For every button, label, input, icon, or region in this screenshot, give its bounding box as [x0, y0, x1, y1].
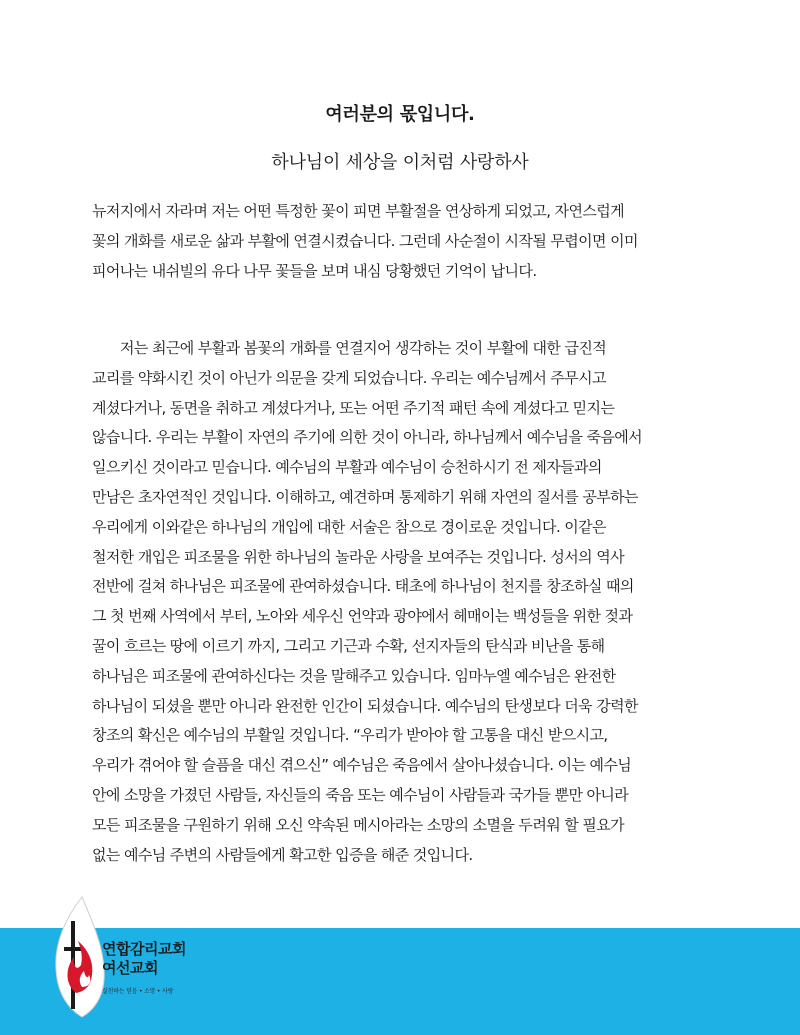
paragraph-2: [92, 334, 717, 870]
logo-text: [102, 940, 186, 995]
text-line: 창조의 확신은 예수님의 부활일 것입니다. “우리가 받아야 할 고통을 대신 받으시고,: [92, 726, 608, 745]
page-title: 여러분의 몫입니다.: [325, 104, 475, 125]
text-line: 안에 소망을 가졌던 사람들, 자신들의 죽음 또는 예수님이 사람들과 국가들 뿐만 아니라: [92, 785, 629, 804]
church-name-line2: 여선교회: [102, 959, 158, 977]
text-line: 없는 예수님 주변의 사람들에게 확고한 입증을 해준 것입니다.: [92, 845, 473, 864]
text-line: 뉴저지에서 자라며 저는 어떤 특정한 꽃이 피면 부활절을 연상하게 되었고, 자연스럽게: [92, 202, 625, 220]
church-name-line1: 연합감리교회: [102, 940, 186, 958]
text-line: 그 첫 번째 사역에서 부터, 노아와 세우신 언약과 광야에서 헤매이는 백성들을 위한 젖과: [92, 607, 633, 626]
text-line: 철저한 개입은 피조물을 위한 하나님의 놀라운 사랑을 보여주는 것입니다. 성서의 역사: [92, 547, 625, 566]
paragraph-1: [92, 197, 717, 286]
text-line: 우리가 겪어야 할 슬픔을 대신 겪으신” 예수님은 죽음에서 살아나셨습니다. 이는 예수님: [92, 756, 632, 775]
cross-and-flame-icon: [52, 895, 108, 1019]
text-line: 않습니다. 우리는 부활이 자연의 주기에 의한 것이 아니라, 하나님께서 예수님을 죽음에서: [92, 428, 643, 447]
text-line: 꽃의 개화를 새로운 삶과 부활에 연결시켰습니다. 그런데 사순절이 시작될 무렵이면 이미: [92, 231, 638, 250]
page-subtitle: 하나님이 세상을 이처럼 사랑하사: [271, 152, 529, 173]
text-line: 하나님이 되셨을 뿐만 아니라 완전한 인간이 되셨습니다. 예수님의 탄생보다 더욱 강력한: [92, 696, 638, 715]
text-line: 저는 최근에 부활과 봄꽃의 개화를 연결지어 생각하는 것이 부활에 대한 급진적: [120, 339, 607, 357]
text-line: 하나님은 피조물에 관여하신다는 것을 말해주고 있습니다. 임마누엘 예수님은 완전한: [92, 666, 616, 685]
text-line: 피어나는 내쉬빌의 유다 나무 꽃들을 보며 내심 당황했던 기억이 납니다.: [92, 261, 537, 280]
text-line: 만남은 초자연적인 것입니다. 이해하고, 예견하며 통제하기 위해 자연의 질서를 공부하는: [92, 487, 638, 506]
text-line: 모든 피조물을 구원하기 위해 오신 약속된 메시아라는 소망의 소멸을 두려워 할 필요가: [92, 815, 625, 834]
text-line: 꿀이 흐르는 땅에 이르기 까지, 그리고 기근과 수확, 선지자들의 탄식과 비난을 통해: [92, 636, 605, 655]
logo-tagline: 실천하는 믿음 • 소망 • 사랑: [102, 988, 174, 995]
text-line: 교리를 약화시킨 것이 아닌가 의문을 갖게 되었습니다. 우리는 예수님께서 주무시고: [92, 368, 606, 387]
text-line: 계셨다거나, 동면을 취하고 계셨다거나, 또는 어떤 주기적 패턴 속에 계셨다고 믿지는: [92, 398, 615, 417]
text-line: 우리에게 이와같은 하나님의 개입에 대한 서술은 참으로 경이로운 것입니다. 이같은: [92, 517, 606, 536]
text-line: 전반에 걸쳐 하나님은 피조물에 관여하셨습니다. 태초에 하나님이 천지를 창조하실 때의: [92, 577, 634, 596]
text-line: 일으키신 것이라고 믿습니다. 예수님의 부활과 예수님이 승천하시기 전 제자들과의: [92, 458, 602, 477]
